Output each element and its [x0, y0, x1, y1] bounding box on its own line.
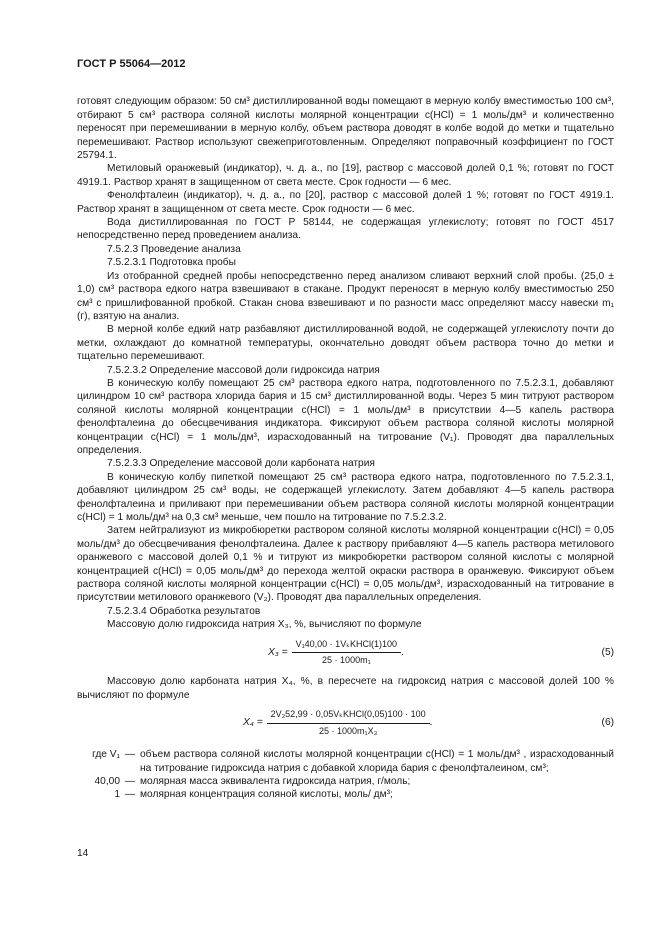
formula-legend — [77, 748, 614, 802]
legend-item — [77, 788, 614, 801]
formula-5 — [77, 638, 614, 668]
formula-6-denominator: 25 · 1000m₁X₃ — [319, 725, 378, 736]
sample-prep-paragraph-1: Из отобранной средней пробы непосредственно перед анализом сливают верхний слой пробы. (25,0 ± 1,0) см³ раствора едкого натра взвешивают в стакане. Продукт переносят в мерную колбу вместимостью 250 см³ с пришлифованной пробкой. Стакан снова взвешивают и по разности масс определяют массу навески m₁ (г), взятую на анализ. — [77, 270, 614, 322]
legend-text: молярная масса эквивалента гидроксида натрия, г/моль; — [140, 775, 411, 787]
legend-text: объем раствора соляной кислоты молярной концентрации c(HCl) = 1 моль/дм³ , израсходованный на титрование гидроксида натрия с добавкой хлорида бария с фенолфталеином, см³; — [140, 749, 614, 774]
formula-5-lhs: X₃ = — [268, 646, 288, 658]
phenolphthalein-paragraph: Фенолфталеин (индикатор), ч. д. а., по [20], раствор с массовой долей 1 %; готовят по ГОСТ 4919.1. Раствор хранят в защищенном от света месте. Срок годности — 6 мес. — [77, 190, 614, 215]
section-heading-75233: 7.5.2.3.3 Определение массовой доли карбоната натрия — [107, 458, 375, 470]
sample-prep-paragraph-2: В мерной колбе едкий натр разбавляют дистиллированной водой, не содержащей углекислоту почти до метки, охлаждают до комнатной температуры, окончательно доводят объем раствора точно до метки и тщательно перемешивают. — [77, 324, 614, 363]
page-number: 14 — [77, 848, 89, 859]
legend-key: где V₁ — [92, 749, 120, 761]
formula-6-numerator: 2V₂52,99 · 0,05VₖKHCl(0,05)100 · 100 — [267, 708, 430, 723]
document-page — [77, 58, 614, 802]
section-heading-75231: 7.5.2.3.1 Подготовка пробы — [107, 257, 236, 269]
legend-text: молярная концентрация соляной кислоты, моль/ дм³; — [140, 789, 393, 801]
legend-dash: — — [124, 749, 136, 761]
legend-item — [77, 775, 614, 788]
formula-6-tail: . — [429, 717, 433, 729]
legend-key: 40,00 — [94, 775, 120, 787]
formula-6-fraction — [267, 708, 430, 738]
formula-5-numerator: V₁40,00 · 1VₖKHCl(1)100 — [292, 638, 401, 653]
x3-intro-paragraph: Массовую долю гидроксида натрия X₃, %, вычисляют по формуле — [107, 619, 422, 631]
formula-5-denominator: 25 · 1000m₁ — [322, 655, 371, 666]
methyl-orange-paragraph: Метиловый оранжевый (индикатор), ч. д. а., по [19], раствор с массовой долей 0,1 %; готовят по ГОСТ 4919.1. Раствор хранят в защищенном от света месте. Срок годности — 6 мес. — [77, 163, 614, 188]
water-paragraph: Вода дистиллированная по ГОСТ Р 58144, не содержащая углекислоту; готовят по ГОСТ 4517 непосредственно перед проведением анализа. — [77, 217, 614, 242]
section-heading-75234: 7.5.2.3.4 Обработка результатов — [107, 605, 261, 617]
formula-6-number: (6) — [601, 717, 614, 729]
x4-intro-paragraph: Массовую долю карбоната натрия X₄, %, в пересчете на гидроксид натрия с массовой долей 100 % вычисляют по формуле — [77, 676, 614, 701]
legend-key: 1 — [114, 789, 120, 801]
formula-5-number: (5) — [601, 646, 614, 658]
carbonate-paragraph-2: Затем нейтрализуют из микробюретки раствором соляной кислоты молярной концентрации c(HCl) = 0,05 моль/дм³ до обесцвечивания фенолфталеина. Далее к раствору прибавляют 4—5 капель раствора метилового оранжевого с массовой долей 0,1 % и титруют из микробюретки раствором соляной кислоты с молярной концентрацией c(HCl) = 0,05 моль/дм³ до перехода желтой окраски раствора в оранжевую. Фиксируют объем раствора соляной кислоты молярной концентрации c(HCl) = 0,05 моль/дм³, израсходованный на титрование в присутствии метилового оранжевого (V₂). Проводят два параллельных определения. — [77, 525, 614, 604]
legend-item — [77, 748, 614, 775]
legend-dash: — — [124, 775, 136, 787]
section-heading-7523: 7.5.2.3 Проведение анализа — [107, 243, 241, 255]
formula-6 — [77, 708, 614, 738]
document-header: ГОСТ Р 55064—2012 — [77, 58, 186, 70]
formula-5-tail: . — [401, 646, 404, 658]
legend-dash: — — [124, 789, 136, 801]
section-heading-75232: 7.5.2.3.2 Определение массовой доли гидроксида натрия — [107, 364, 380, 376]
formula-5-fraction — [292, 638, 401, 668]
naoh-determination-paragraph: В коническую колбу помещают 25 см³ раствора едкого натра, подготовленного по 7.5.2.3.1, добавляют цилиндром 10 см³ раствора хлорида бария и 15 см³ дистиллированной воды. Через 5 мин титруют раствором соляной кислоты молярной концентрации c(HCl) = 1 моль/дм³ в присутствии 4—5 капель раствора фенолфталеина до обесцвечивания индикатора. Фиксируют объем раствора соляной кислоты молярной концентрации c(HCl) = 1 моль/дм³, израсходованный на титрование (V₁). Проводят два параллельных определения. — [77, 377, 614, 456]
formula-6-lhs: X₄ = — [243, 717, 263, 729]
carbonate-paragraph-1: В коническую колбу пипеткой помещают 25 см³ раствора едкого натра, подготовленного по 7.5.2.3.1, добавляют цилиндром 25 см³ воды, не содержащей углекислоту. Затем добавляют 4—5 капель раствора фенолфталеина и приливают при перемешивании объем раствора соляной кислоты молярной концентрации c(HCl) = 1 моль/дм³ на 0,3 см³ меньше, чем пошло на титрование по 7.5.2.3.2. — [77, 471, 614, 523]
intro-paragraph: готовят следующим образом: 50 см³ дистиллированной воды помещают в мерную колбу вместимостью 100 см³, отбирают 5 см³ раствора соляной кислоты молярной концентрации c(HCl) = 1 моль/дм³ и количественно переносят при перемешивании в мерную колбу, объем раствора доводят в колбе водой до метки и тщательно перемешивают. Раствор используют свежеприготовленным. Определяют поправочный коэффициент по ГОСТ 25794.1. — [77, 96, 614, 162]
